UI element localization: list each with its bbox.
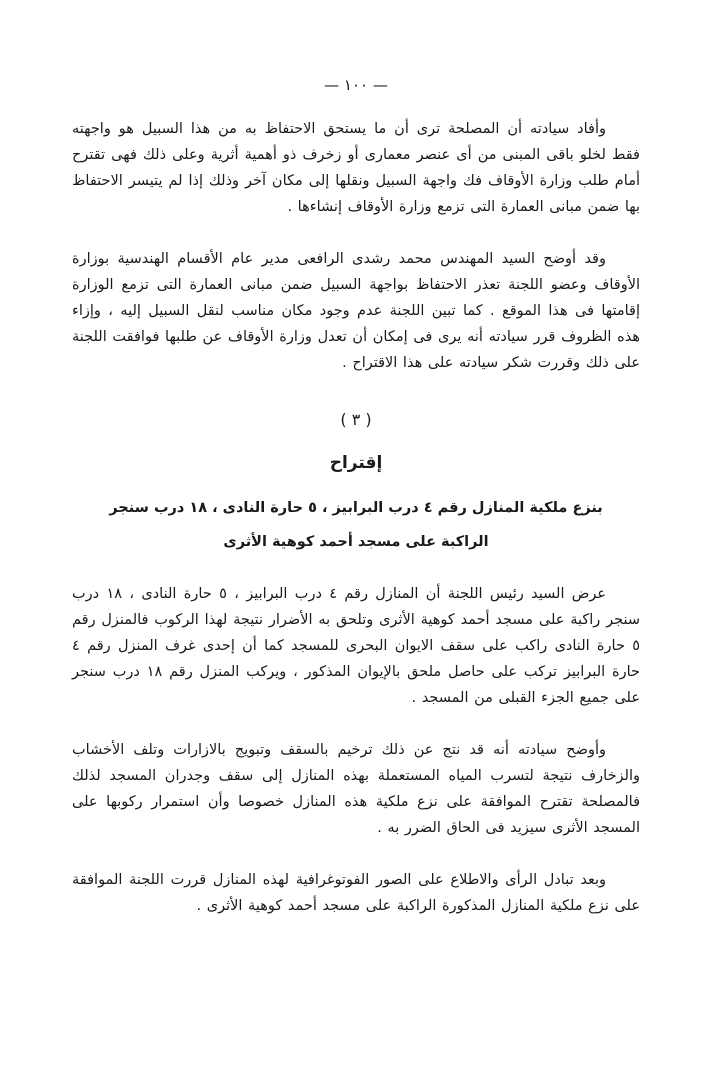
section-number: ( ٣ ) [340, 410, 372, 429]
proposal-heading: إقتراح [329, 453, 383, 473]
proposal-subheading [72, 495, 640, 555]
proposal-subheading-line2: الراكبة على مسجد أحمد كوهية الأثرى [223, 534, 489, 550]
paragraph-committee-decision: وبعد تبادل الرأى والاطلاع على الصور الفوتوغرافية لهذه المنازل قررت اللجنة الموافقة على نزع ملكية المنازل المذكورة الراكبة على مسجد أحمد كوهية الأثرى . [72, 872, 640, 914]
paragraph-engineer-statement: وقد أوضح السيد المهندس محمد رشدى الرافعى مدير عام الأقسام الهندسية بوزارة الأوقاف وعضو اللجنة تعذر الاحتفاظ بواجهة السبيل ضمن مبانى العمارة التى تزمع الوزارة إقامتها فى هذا الموقع . كما تبين اللجنة عدم وجود مكان مناسب لنقل السبيل إليه ، وإزاء هذه الظروف قرر سيادته أنه يرى فى إمكان أن تعدل وزارة الأوقاف عن طلبها فوافقت اللجنة على ذلك وقررت شكر سيادته على هذا الاقتراح . [72, 251, 640, 371]
paragraph-damage-description: وأوضح سيادته أنه قد نتج عن ذلك ترخيم بالسقف وتبويج بالازارات وتلف الأخشاب والزخارف نتيجة لتسرب المياه المستعملة بهذه المنازل إلى سقف وجدران المسجد لذلك فالمصلحة تقترح الموافقة على نزع ملكية هذه المنازل خصوصا وأن استمرار ركوبها على المسجد الأثرى سيزيد فى الحاق الضرر به . [72, 742, 640, 836]
proposal-subheading-line1: بنزع ملكية المنازل رقم ٤ درب البرابيز ، ٥ حارة النادى ، ١٨ درب سنجر [109, 500, 603, 516]
page-number: — ١٠٠ — [324, 76, 388, 94]
paragraph-sabil-facade: وأفاد سيادته أن المصلحة ترى أن ما يستحق الاحتفاظ به من هذا السبيل هو واجهته فقط لخلو باقى المبنى من أى عنصر معمارى أو زخرف ذو أهمية أثرية وعلى ذلك فهى تقترح أمام طلب وزارة الأوقاف فك واجهة السبيل ونقلها إلى مكان آخر وذلك إذا لم يتيسر الاحتفاظ بها ضمن مبانى العمارة التى تزمع وزارة الأوقاف إنشاءها . [72, 121, 640, 215]
paragraph-houses-description: عرض السيد رئيس اللجنة أن المنازل رقم ٤ درب البرابيز ، ٥ حارة النادى ، ١٨ درب سنجر راكبة على مسجد أحمد كوهية الأثرى وتلحق به الأضرار نتيجة لهذا الركوب فالمنزل رقم ٥ حارة النادى راكب على سقف الايوان البحرى للمسجد كما أن إحدى غرف المنزل رقم ٤ حارة البرابيز تركب على حاصل ملحق بالإيوان المذكور ، ويركب المنزل رقم ١٨ درب سنجر على جميع الجزء القبلى من المسجد . [72, 586, 640, 706]
